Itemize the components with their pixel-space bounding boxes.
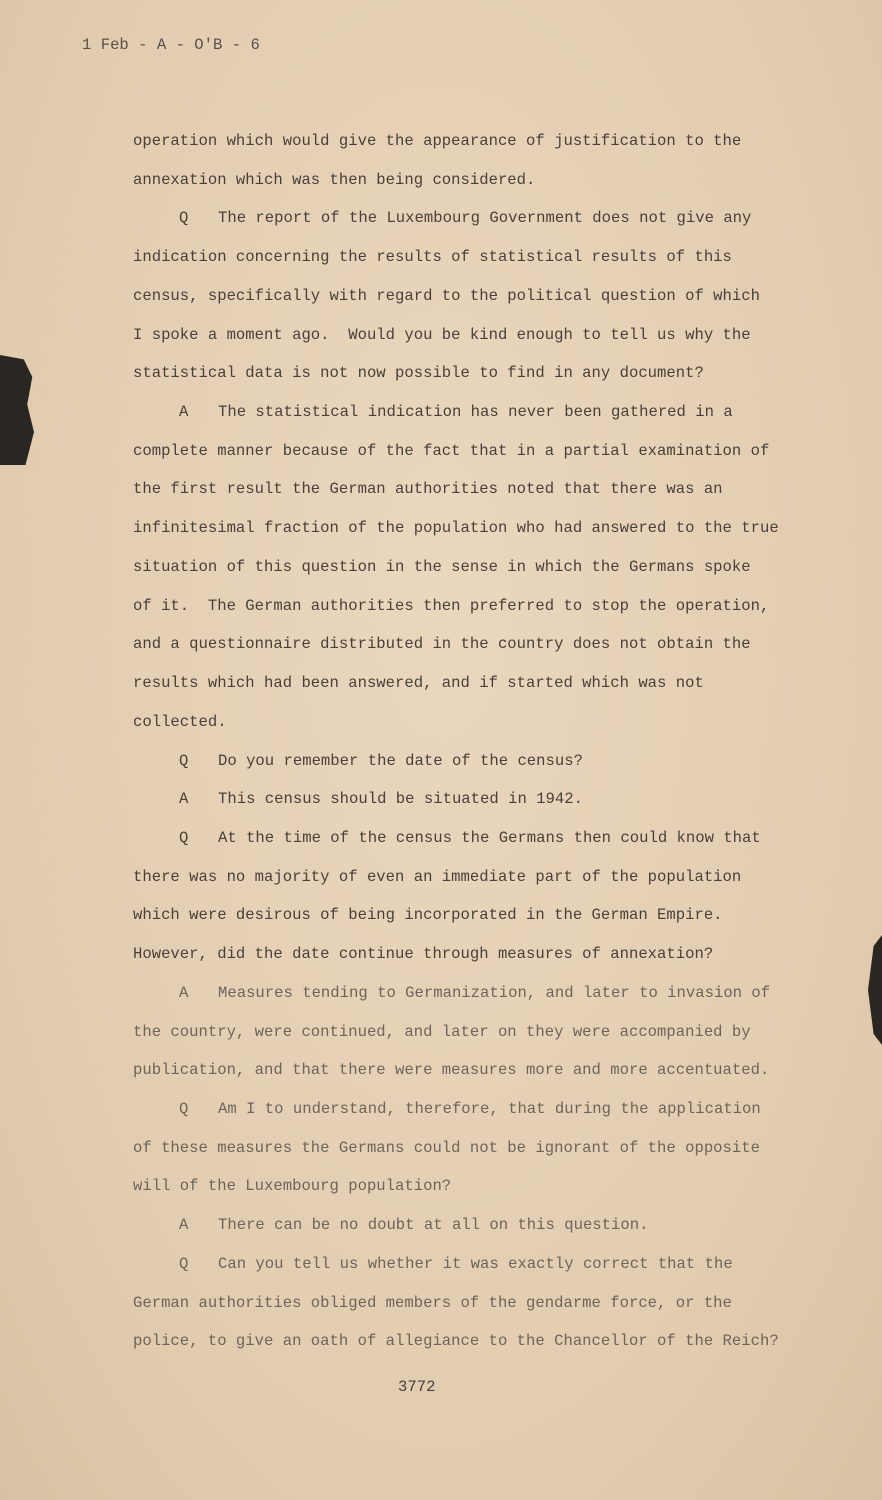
text-line: the first result the German authorities noted that there was an: [133, 480, 723, 499]
answer-marker: A: [179, 983, 189, 1002]
text-line: will of the Luxembourg population?: [133, 1177, 452, 1196]
text-line: The statistical indication has never been gathered in a: [218, 403, 733, 422]
text-line: which were desirous of being incorporated in the German Empire.: [133, 906, 723, 925]
text-line: Can you tell us whether it was exactly correct that the: [218, 1254, 733, 1273]
question-marker: Q: [179, 1100, 189, 1118]
text-line: of it. The German authorities then preferred to stop the operation,: [133, 596, 770, 615]
text-line: census, specifically with regard to the political question of which: [133, 286, 760, 305]
text-line: At the time of the census the Germans then could know that: [218, 828, 761, 847]
page-number: 3772: [398, 1378, 436, 1396]
text-line: collected.: [133, 712, 227, 731]
text-line: Am I to understand, therefore, that during the application: [218, 1100, 761, 1118]
text-line: Measures tending to Germanization, and later to invasion of: [218, 983, 771, 1002]
text-line: Do you remember the date of the census?: [218, 751, 583, 770]
text-line: results which had been answered, and if started which was not: [133, 674, 704, 693]
text-line: police, to give an oath of allegiance to the Chancellor of the Reich?: [133, 1332, 779, 1351]
torn-edge-right: [868, 935, 882, 1045]
question-marker: Q: [179, 751, 189, 770]
text-line: The report of the Luxembourg Government does not give any: [218, 209, 752, 228]
answer-marker: A: [179, 403, 189, 422]
question-marker: Q: [179, 1254, 189, 1273]
text-line: complete manner because of the fact that in a partial examination of: [133, 441, 770, 460]
question-marker: Q: [179, 209, 189, 228]
text-line: annexation which was then being considered.: [133, 170, 536, 189]
text-line: statistical data is not now possible to find in any document?: [133, 364, 704, 383]
answer-marker: A: [179, 790, 189, 809]
text-line: the country, were continued, and later on they were accompanied by: [133, 1022, 751, 1041]
text-line: I spoke a moment ago. Would you be kind enough to tell us why the: [133, 325, 751, 344]
text-line: of these measures the Germans could not be ignorant of the opposite: [133, 1138, 760, 1157]
text-line: publication, and that there were measures more and more accentuated.: [133, 1061, 770, 1080]
text-line: This census should be situated in 1942.: [218, 790, 583, 809]
text-line: German authorities obliged members of the gendarme force, or the: [133, 1293, 732, 1312]
text-line: However, did the date continue through measures of annexation?: [133, 945, 714, 964]
torn-edge-left: [0, 355, 34, 465]
text-line: operation which would give the appearance of justification to the: [133, 132, 742, 150]
text-line: there was no majority of even an immediate part of the population: [133, 867, 742, 886]
page-header: 1 Feb - A - O'B - 6: [82, 36, 260, 54]
text-line: There can be no doubt at all on this question.: [218, 1216, 649, 1235]
text-line: infinitesimal fraction of the population who had answered to the true: [133, 519, 779, 538]
text-line: and a questionnaire distributed in the country does not obtain the: [133, 635, 751, 654]
text-line: indication concerning the results of statistical results of this: [133, 248, 732, 267]
text-line: situation of this question in the sense in which the Germans spoke: [133, 557, 751, 576]
answer-marker: A: [179, 1216, 189, 1235]
question-marker: Q: [179, 828, 189, 847]
